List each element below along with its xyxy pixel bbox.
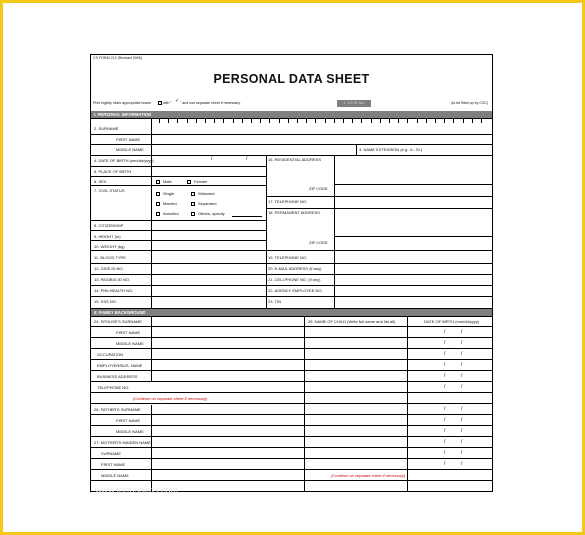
date-slash: / bbox=[461, 384, 463, 390]
tick-mark bbox=[334, 119, 335, 123]
date-slash: / bbox=[444, 406, 446, 412]
tick-mark bbox=[205, 119, 206, 123]
continue-note-right: (Continue on separate sheet if necessary) bbox=[331, 473, 406, 478]
tick-mark bbox=[187, 119, 188, 123]
spouse-first-name-label: FIRST NAME bbox=[116, 330, 141, 335]
married-checkbox[interactable] bbox=[156, 202, 160, 206]
weight-label: 10. WEIGHT (kg) bbox=[94, 244, 125, 249]
date-slash: / bbox=[461, 351, 463, 357]
tick-mark bbox=[444, 119, 445, 123]
tick-mark bbox=[242, 119, 243, 123]
watermark-url: www.formsbirds.com bbox=[95, 485, 179, 495]
zip-code-label: ZIP CODE bbox=[309, 186, 328, 191]
date-slash: / bbox=[461, 428, 463, 434]
sss-label: 15. SSS NO. bbox=[94, 299, 117, 304]
tick-mark bbox=[177, 119, 178, 123]
child-dob-label: DATE OF BIRTH (mm/dd/yyyy) bbox=[424, 319, 480, 324]
agency-employee-label: 22. AGENCY EMPLOYEE NO. bbox=[268, 288, 323, 293]
date-slash: / bbox=[444, 428, 446, 434]
others-checkbox[interactable] bbox=[191, 212, 195, 216]
page-title: PERSONAL DATA SHEET bbox=[213, 72, 370, 86]
philhealth-label: 14. PHILHEALTH NO. bbox=[94, 288, 134, 293]
instructions-right: " and use separate sheet if necessary. bbox=[180, 101, 241, 105]
tick-mark bbox=[159, 119, 160, 123]
mother-middle-name-label: MIDDLE NAME bbox=[101, 473, 129, 478]
female-checkbox[interactable] bbox=[187, 180, 191, 184]
tick-mark bbox=[435, 119, 436, 123]
tick-mark bbox=[407, 119, 408, 123]
date-slash: / bbox=[444, 329, 446, 335]
permanent-address-label: 18. PERMANENT ADDRESS bbox=[268, 210, 320, 215]
date-slash: / bbox=[461, 450, 463, 456]
tick-mark bbox=[398, 119, 399, 123]
date-slash: / bbox=[444, 461, 446, 467]
female-label: Female bbox=[194, 179, 208, 184]
cellphone-label: 21. CELLPHONE NO. (if any) bbox=[268, 277, 321, 282]
date-slash: / bbox=[444, 373, 446, 379]
residential-address-label: 16. RESIDENTIAL ADDRESS bbox=[268, 157, 321, 162]
tick-mark bbox=[453, 119, 454, 123]
separated-checkbox[interactable] bbox=[191, 202, 195, 206]
date-slash: / bbox=[461, 417, 463, 423]
tin-label: 23. TIN bbox=[268, 299, 282, 304]
married-label: Married bbox=[163, 201, 177, 206]
zip-code-label-2: ZIP CODE bbox=[309, 240, 328, 245]
gsis-label: 12. GSIS ID NO. bbox=[94, 266, 124, 271]
tick-mark bbox=[260, 119, 261, 123]
telephone-19-label: 19. TELEPHONE NO. bbox=[268, 255, 308, 260]
business-address-label: BUSINESS ADDRESS bbox=[97, 374, 138, 379]
father-first-name-label: FIRST NAME bbox=[116, 418, 141, 423]
date-slash: / bbox=[444, 450, 446, 456]
date-slash: / bbox=[444, 384, 446, 390]
date-slash: / bbox=[444, 340, 446, 346]
date-slash: / bbox=[444, 417, 446, 423]
tick-mark bbox=[297, 119, 298, 123]
single-label: Single bbox=[163, 191, 175, 196]
occupation-label: OCCUPATION bbox=[97, 352, 124, 357]
tick-mark bbox=[306, 119, 307, 123]
date-slash: / bbox=[461, 439, 463, 445]
email-label: 20. E-MAIL ADDRESS (if any) bbox=[268, 266, 322, 271]
tick-mark bbox=[269, 119, 270, 123]
tick-mark bbox=[279, 119, 280, 123]
tick-mark bbox=[426, 119, 427, 123]
annulled-label: Annulled bbox=[163, 211, 179, 216]
tick-mark bbox=[481, 119, 482, 123]
telephone-17-label: 17. TELEPHONE NO. bbox=[268, 199, 308, 204]
middle-name-label: MIDDLE NAME bbox=[116, 147, 144, 152]
others-label: Others, specify bbox=[198, 211, 225, 216]
tick-mark bbox=[389, 119, 390, 123]
mother-maiden-name-label: 27. MOTHER'S MAIDEN NAME bbox=[94, 440, 151, 445]
section-personal-information: I. PERSONAL INFORMATION bbox=[91, 111, 492, 118]
tick-mark bbox=[214, 119, 215, 123]
mother-surname-label: SURNAME bbox=[101, 451, 122, 456]
annulled-checkbox[interactable] bbox=[156, 212, 160, 216]
height-label: 9. HEIGHT (m) bbox=[94, 234, 121, 239]
tick-mark bbox=[325, 119, 326, 123]
surname-label: 2. SURNAME bbox=[94, 126, 119, 131]
instruction-checkbox bbox=[158, 101, 162, 105]
separated-label: Separated bbox=[198, 201, 217, 206]
child-name-label: 25. NAME OF CHILD (Write full name and list all) bbox=[308, 319, 396, 324]
tick-mark bbox=[371, 119, 372, 123]
citizenship-label: 8. CITIZENSHIP bbox=[94, 223, 124, 228]
male-checkbox[interactable] bbox=[156, 180, 160, 184]
father-surname-label: 26. FATHER'S SURNAME bbox=[94, 407, 141, 412]
tick-mark bbox=[380, 119, 381, 123]
form-number: CS FORM 212 (Revised 2005) bbox=[93, 56, 142, 60]
instructions-left: Print legibly. Mark appropriate boxes bbox=[93, 101, 152, 105]
office-note: (to be filled up by CSC) bbox=[451, 101, 489, 105]
section-family-background: II. FAMILY BACKGROUND bbox=[91, 309, 492, 316]
telephone-label: TELEPHONE NO. bbox=[97, 385, 130, 390]
place-of-birth-label: 5. PLACE OF BIRTH bbox=[94, 169, 132, 174]
personal-data-sheet: CS FORM 212 (Revised 2005) PERSONAL DATA SHEET Print legibly. Mark appropriate boxes with " ✓ " and use separate sheet if necessary. 1. CS ID No. (to be filled up by CSC) I. PERSONAL INFORMATION 2. SURNAME FIRST NAME MIDDLE NAME 3. NAME EXTENSION (e.g. Jr., Sr.) 4. DATE OF BIRTH (mm/dd/yyyy) / / 16. RESIDENTIAL ADDRESS 5. PLACE OF BIRTH 6. SEX Male Female 7. CIVIL STATUS Single Widowed Married Separated Annulled Others, specify 8. CITIZENSHIP 9. HEIGHT (m) 10. WEIGHT (kg) 11. BLOOD TYPE 12. GSIS ID NO. 13. PAGIBIG ID NO. 14. PHILHEALTH NO. 15. SSS NO. ZIP CODE 17. TELEPHONE NO. 18. PERMANENT ADDRESS ZIP CODE 19. TELEPHONE NO. 20. E-MAIL ADDRESS (if any) 21. CELLPHONE NO. (if any) 22. AGENCY EMPLOYEE NO. 23. TIN II. FAMILY BACKGROUND 24. SPOUSE'S SURNAME 25. NAME OF CHILD (Write full name and list all) DATE OF BIRTH (mm/dd/yyyy) FIRST NAME MIDDLE NAME OCCUPATION EMPLOYER/BUS. NAME BUSINESS ADDRESS TELEPHONE NO. (Continue on separate sheet if necessary) 26. FATHER'S SURNAME FIRST NAME MIDDLE NAME 27. MOTHER'S MAIDEN NAME SURNAME FIRST NAME MIDDLE NAME (Continue on separate sheet if necessary) / / / / / / / / / / / / / / / / / / / / / / / / bbox=[90, 54, 493, 492]
father-middle-name-label: MIDDLE NAME bbox=[116, 429, 144, 434]
check-mark-icon: ✓ bbox=[175, 98, 180, 104]
tick-mark bbox=[223, 119, 224, 123]
widowed-checkbox[interactable] bbox=[191, 192, 195, 196]
date-slash: / bbox=[461, 406, 463, 412]
date-slash: / bbox=[461, 329, 463, 335]
mother-first-name-label: FIRST NAME bbox=[101, 462, 126, 467]
tick-mark bbox=[463, 119, 464, 123]
tick-mark bbox=[288, 119, 289, 123]
single-checkbox[interactable] bbox=[156, 192, 160, 196]
widowed-label: Widowed bbox=[198, 191, 215, 196]
instructions-mid: with " bbox=[163, 101, 172, 105]
date-slash: / bbox=[461, 340, 463, 346]
employer-label: EMPLOYER/BUS. NAME bbox=[97, 363, 143, 368]
tick-mark bbox=[361, 119, 362, 123]
cs-id-box[interactable]: 1. CS ID No. bbox=[337, 100, 371, 107]
male-label: Male bbox=[163, 179, 172, 184]
pagibig-label: 13. PAGIBIG ID NO. bbox=[94, 277, 131, 282]
tick-mark bbox=[472, 119, 473, 123]
blood-type-label: 11. BLOOD TYPE bbox=[94, 255, 126, 260]
continue-note-left: (Continue on separate sheet if necessary) bbox=[133, 396, 208, 401]
name-extension-label: 3. NAME EXTENSION (e.g. Jr., Sr.) bbox=[359, 147, 423, 152]
spouse-surname-label: 24. SPOUSE'S SURNAME bbox=[94, 319, 142, 324]
date-slash: / bbox=[444, 351, 446, 357]
tick-mark bbox=[251, 119, 252, 123]
date-slash: / bbox=[461, 362, 463, 368]
spouse-middle-name-label: MIDDLE NAME bbox=[116, 341, 144, 346]
date-of-birth-label: 4. DATE OF BIRTH (mm/dd/yyyy) bbox=[94, 158, 154, 163]
date-slash: / bbox=[444, 362, 446, 368]
tick-mark bbox=[196, 119, 197, 123]
date-slash: / bbox=[444, 439, 446, 445]
sex-label: 6. SEX bbox=[94, 179, 107, 184]
first-name-label: FIRST NAME bbox=[116, 137, 141, 142]
tick-mark bbox=[315, 119, 316, 123]
date-slash: / bbox=[461, 373, 463, 379]
civil-status-label: 7. CIVIL STATUS bbox=[94, 188, 125, 193]
tick-mark bbox=[233, 119, 234, 123]
tick-mark bbox=[352, 119, 353, 123]
tick-mark bbox=[168, 119, 169, 123]
tick-mark bbox=[343, 119, 344, 123]
tick-mark bbox=[417, 119, 418, 123]
date-slash: / bbox=[461, 461, 463, 467]
